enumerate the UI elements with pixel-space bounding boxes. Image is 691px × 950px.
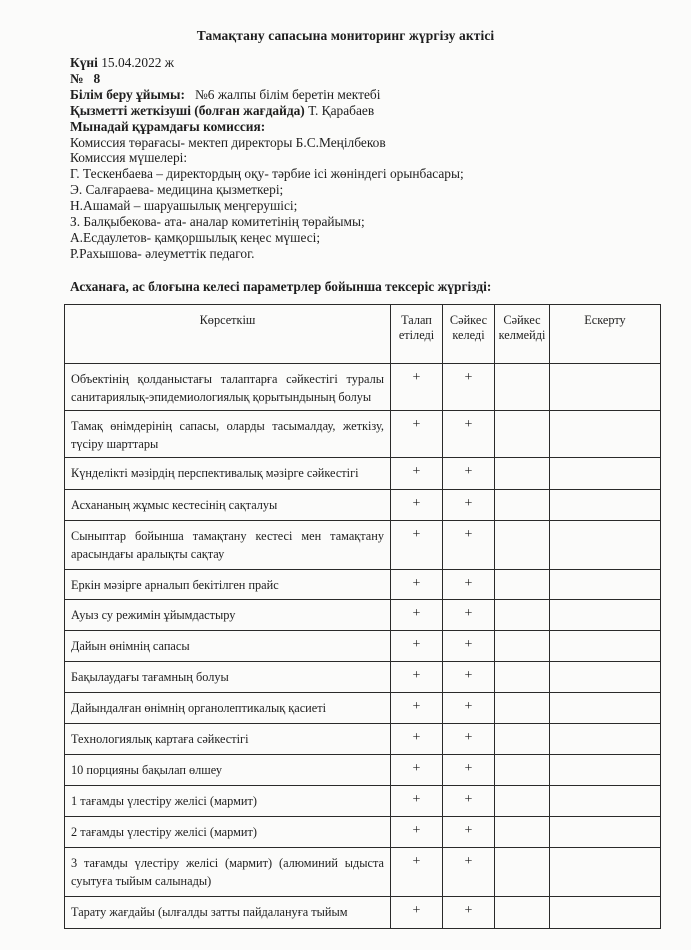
note-cell [550, 693, 661, 724]
not-matches-cell [495, 724, 550, 755]
org-line [70, 87, 670, 103]
not-matches-cell [495, 693, 550, 724]
note-cell [550, 786, 661, 817]
header-block [70, 55, 670, 262]
number-value: 8 [93, 70, 101, 86]
member-line: Н.Ашамай – шаруашылық меңгерушісі; [70, 198, 298, 214]
member-line: З. Балқыбекова- ата- аналар комитетінің төрайымы; [70, 214, 365, 230]
indicator-cell: Бақылаудағы тағамның болуы [65, 662, 391, 693]
commission-heading: Мынадай құрамдағы комиссия: [70, 118, 266, 134]
note-cell [550, 897, 661, 929]
required-cell: + [391, 724, 443, 755]
member-line: Э. Салғараева- медицина қызметкері; [70, 182, 284, 198]
header-note: Ескерту [550, 305, 661, 364]
indicator-cell: Тамақ өнімдерінің сапасы, оларды тасымалдау, жеткізу, түсіру шарттары [65, 411, 391, 458]
required-cell: + [391, 600, 443, 631]
required-cell: + [391, 458, 443, 490]
required-cell: + [391, 817, 443, 848]
matches-cell: + [443, 570, 495, 600]
table-row [65, 458, 661, 490]
inspection-heading: Асханаға, ас блоғына келесі параметрлер бойынша тексеріс жүргізді: [70, 279, 492, 294]
indicator-cell: 10 порцияны бақылап өлшеу [65, 755, 391, 786]
required-cell: + [391, 693, 443, 724]
matches-cell: + [443, 521, 495, 570]
table-row [65, 693, 661, 724]
indicator-cell: Сыныптар бойынша тамақтану кестесі мен тамақтану арасындағы аралықты сақтау [65, 521, 391, 570]
required-cell: + [391, 411, 443, 458]
table-row [65, 755, 661, 786]
inspection-table [64, 304, 661, 929]
matches-cell: + [443, 411, 495, 458]
not-matches-cell [495, 570, 550, 600]
not-matches-cell [495, 458, 550, 490]
table-row [65, 600, 661, 631]
table-row [65, 631, 661, 662]
indicator-cell: 3 тағамды үлестіру желісі (мармит) (алюминий ыдыста суытуға тыйым салынады) [65, 848, 391, 897]
matches-cell: + [443, 490, 495, 521]
date-value: 15.04.2022 ж [101, 55, 175, 70]
not-matches-cell [495, 662, 550, 693]
not-matches-cell [495, 755, 550, 786]
not-matches-cell [495, 848, 550, 897]
table-row [65, 570, 661, 600]
table-row [65, 817, 661, 848]
note-cell [550, 724, 661, 755]
member-line: А.Есдаулетов- қамқоршылық кеңес мүшесі; [70, 229, 321, 245]
indicator-cell: Объектінің қолданыстағы талаптарға сәйкестігі туралы санитариялық-эпидемиологиялық қорытындының болуы [65, 364, 391, 411]
not-matches-cell [495, 786, 550, 817]
date-line [70, 55, 670, 71]
indicator-cell: 2 тағамды үлестіру желісі (мармит) [65, 817, 391, 848]
matches-cell: + [443, 817, 495, 848]
indicator-cell: Тарату жағдайы (ылғалды затты пайдалануға тыйым [65, 897, 391, 929]
not-matches-cell [495, 521, 550, 570]
matches-cell: + [443, 631, 495, 662]
table-row [65, 521, 661, 570]
header-not-matches: Сәйкес келмейді [495, 305, 550, 364]
not-matches-cell [495, 364, 550, 411]
indicator-cell: Технологиялық картаға сәйкестігі [65, 724, 391, 755]
number-label: № [70, 70, 84, 86]
header-required: Талап етіледі [391, 305, 443, 364]
indicator-cell: Еркін мәзірге арналып бекітілген прайс [65, 570, 391, 600]
matches-cell: + [443, 364, 495, 411]
matches-cell: + [443, 693, 495, 724]
not-matches-cell [495, 631, 550, 662]
required-cell: + [391, 631, 443, 662]
not-matches-cell [495, 817, 550, 848]
member-line: Г. Тескенбаева – директордың оқу- тәрбие ісі жөніндегі орынбасары; [70, 166, 464, 182]
table-row [65, 662, 661, 693]
note-cell [550, 458, 661, 490]
indicator-cell: Дайын өнімнің сапасы [65, 631, 391, 662]
required-cell: + [391, 521, 443, 570]
indicator-cell: Асхананың жұмыс кестесінің сақталуы [65, 490, 391, 521]
provider-value: Т. Қарабаев [308, 102, 375, 118]
matches-cell: + [443, 897, 495, 929]
required-cell: + [391, 364, 443, 411]
required-cell: + [391, 570, 443, 600]
required-cell: + [391, 755, 443, 786]
org-value: №6 жалпы білім беретін мектебі [195, 86, 381, 102]
note-cell [550, 490, 661, 521]
required-cell: + [391, 897, 443, 929]
required-cell: + [391, 848, 443, 897]
table-row [65, 897, 661, 929]
table-row [65, 364, 661, 411]
required-cell: + [391, 662, 443, 693]
note-cell [550, 817, 661, 848]
note-cell [550, 662, 661, 693]
date-label: Күні [70, 55, 98, 70]
required-cell: + [391, 490, 443, 521]
table-row [65, 490, 661, 521]
not-matches-cell [495, 490, 550, 521]
provider-label: Қызметті жеткізуші (болған жағдайда) [70, 102, 305, 118]
table-row [65, 848, 661, 897]
note-cell [550, 521, 661, 570]
matches-cell: + [443, 458, 495, 490]
indicator-cell: 1 тағамды үлестіру желісі (мармит) [65, 786, 391, 817]
not-matches-cell [495, 600, 550, 631]
document-title: Тамақтану сапасына мониторинг жүргізу актісі [196, 28, 495, 43]
matches-cell: + [443, 786, 495, 817]
provider-line [70, 103, 670, 119]
note-cell [550, 570, 661, 600]
number-line [70, 71, 670, 87]
required-cell: + [391, 786, 443, 817]
matches-cell: + [443, 724, 495, 755]
note-cell [550, 631, 661, 662]
table-header-row [65, 305, 661, 364]
table-row [65, 786, 661, 817]
header-matches: Сәйкес келеді [443, 305, 495, 364]
note-cell [550, 411, 661, 458]
table-row [65, 724, 661, 755]
note-cell [550, 600, 661, 631]
matches-cell: + [443, 848, 495, 897]
members-label: Комиссия мүшелері: [70, 150, 188, 166]
matches-cell: + [443, 755, 495, 786]
org-label: Білім беру ұйымы: [70, 86, 185, 102]
chair-line: Комиссия төрағасы- мектеп директоры Б.С.Меңілбеков [70, 134, 386, 150]
indicator-cell: Дайындалған өнімнің органолептикалық қасиеті [65, 693, 391, 724]
note-cell [550, 364, 661, 411]
not-matches-cell [495, 897, 550, 929]
table-row [65, 411, 661, 458]
header-indicator: Көрсеткіш [65, 305, 391, 364]
indicator-cell: Ауыз су режимін ұйымдастыру [65, 600, 391, 631]
note-cell [550, 848, 661, 897]
member-line: Р.Рахышова- әлеуметтік педагог. [70, 245, 255, 261]
note-cell [550, 755, 661, 786]
matches-cell: + [443, 600, 495, 631]
indicator-cell: Күнделікті мәзірдің перспективалық мәзірге сәйкестігі [65, 458, 391, 490]
not-matches-cell [495, 411, 550, 458]
matches-cell: + [443, 662, 495, 693]
